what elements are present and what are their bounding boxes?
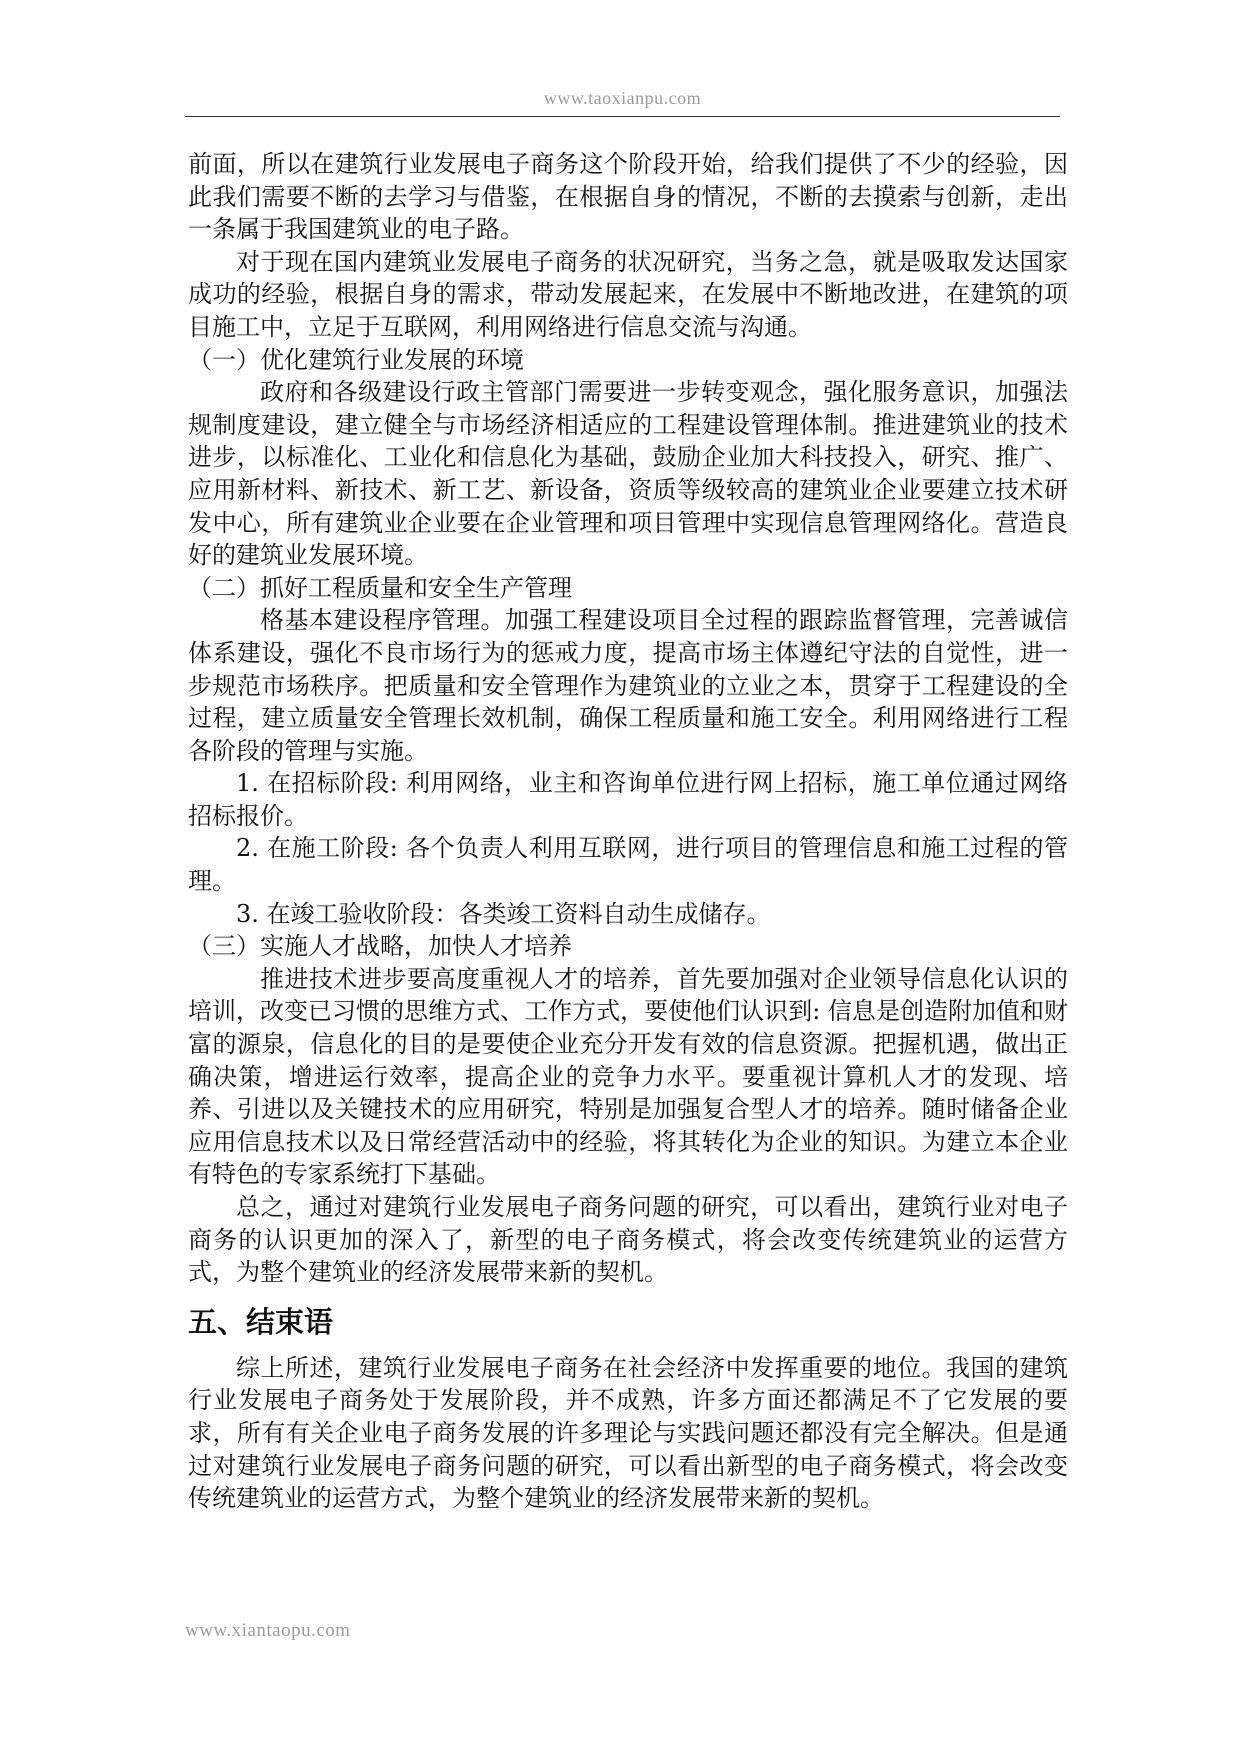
paragraph-3: 政府和各级建设行政主管部门需要进一步转变观念，强化服务意识，加强法规制度建设，建立健全与市场经济相适应的工程建设管理体制。推进建筑业的技术进步，以标准化、工业化和信息化为基础，鼓励企业加大科技投入，研究、推广、应用新材料、新技术、新工艺、新设备，资质等级较高的建筑业企业要建立技术研发中心，所有建筑业企业要在企业管理和项目管理中实现信息管理网络化。营造良好的建筑业发展环境。 (188, 378, 1068, 570)
paragraph-2: 对于现在国内建筑业发展电子商务的状况研究，当务之急，就是吸取发达国家成功的经验，根据自身的需求，带动发展起来，在发展中不断地改进，在建筑的项目施工中，立足于互联网，利用网络进行信息交流与沟通。 (188, 247, 1068, 341)
subheading-1: （一）优化建筑行业发展的环境 (188, 345, 524, 374)
list-item-3: 3. 在竣工验收阶段：各类竣工资料自动生成储存。 (236, 899, 771, 928)
footer-url: www.xiantaopu.com (185, 1620, 351, 1641)
header-url: www.taoxianpu.com (543, 88, 702, 108)
list-item-2: 2. 在施工阶段: 各个负责人利用互联网，进行项目的管理信息和施工过程的管理。 (188, 834, 1068, 896)
paragraph-7: 综上所述，建筑行业发展电子商务在社会经济中发挥重要的地位。我国的建筑行业发展电子商务处于发展阶段，并不成熟，许多方面还都满足不了它发展的要求，所有有关企业电子商务发展的许多理论与实践问题还都没有完全解决。但是通过对建筑行业发展电子商务问题的研究，可以看出新型的电子商务模式，将会改变传统建筑业的运营方式，为整个建筑业的经济发展带来新的契机。 (188, 1353, 1068, 1513)
document-body (188, 148, 1068, 1515)
paragraph-1: 前面，所以在建筑行业发展电子商务这个阶段开始，给我们提供了不少的经验，因此我们需要不断的去学习与借鉴，在根据自身的情况，不断的去摸索与创新，走出一条属于我国建筑业的电子路。 (188, 150, 1068, 244)
section-heading-conclusion: 五、结束语 (188, 1304, 334, 1339)
paragraph-6: 总之，通过对建筑行业发展电子商务问题的研究，可以看出，建筑行业对电子商务的认识更加的深入了，新型的电子商务模式，将会改变传统建筑业的运营方式，为整个建筑业的经济发展带来新的契机。 (188, 1193, 1068, 1287)
subheading-3: （三）实施人才战略，加快人才培养 (188, 932, 572, 961)
paragraph-4: 格基本建设程序管理。加强工程建设项目全过程的跟踪监督管理，完善诚信体系建设，强化不良市场行为的惩戒力度，提高市场主体遵纪守法的自觉性，进一步规范市场秩序。把质量和安全管理作为建筑业的立业之本，贯穿于工程建设的全过程，建立质量安全管理长效机制，确保工程质量和施工安全。利用网络进行工程各阶段的管理与实施。 (188, 606, 1068, 765)
subheading-2: （二）抓好工程质量和安全生产管理 (188, 573, 572, 602)
list-item-1: 1. 在招标阶段: 利用网络，业主和咨询单位进行网上招标，施工单位通过网络招标报价。 (188, 769, 1068, 830)
header-divider (185, 116, 1060, 117)
paragraph-5: 推进技术进步要高度重视人才的培养，首先要加强对企业领导信息化认识的培训，改变已习惯的思维方式、工作方式，要使他们认识到: 信息是创造附加值和财富的源泉，信息化的目的是要使企业充分开发有效的信息资源。把握机遇，做出正确决策，增进运行效率，提高企业的竞争力水平。要重视计算机人才的发现、培养、引进以及关键技术的应用研究，特别是加强复合型人才的培养。随时储备企业应用信息技术以及日常经营活动中的经验，将其转化为企业的知识。为建立本企业有特色的专家系统打下基础。 (188, 964, 1068, 1189)
